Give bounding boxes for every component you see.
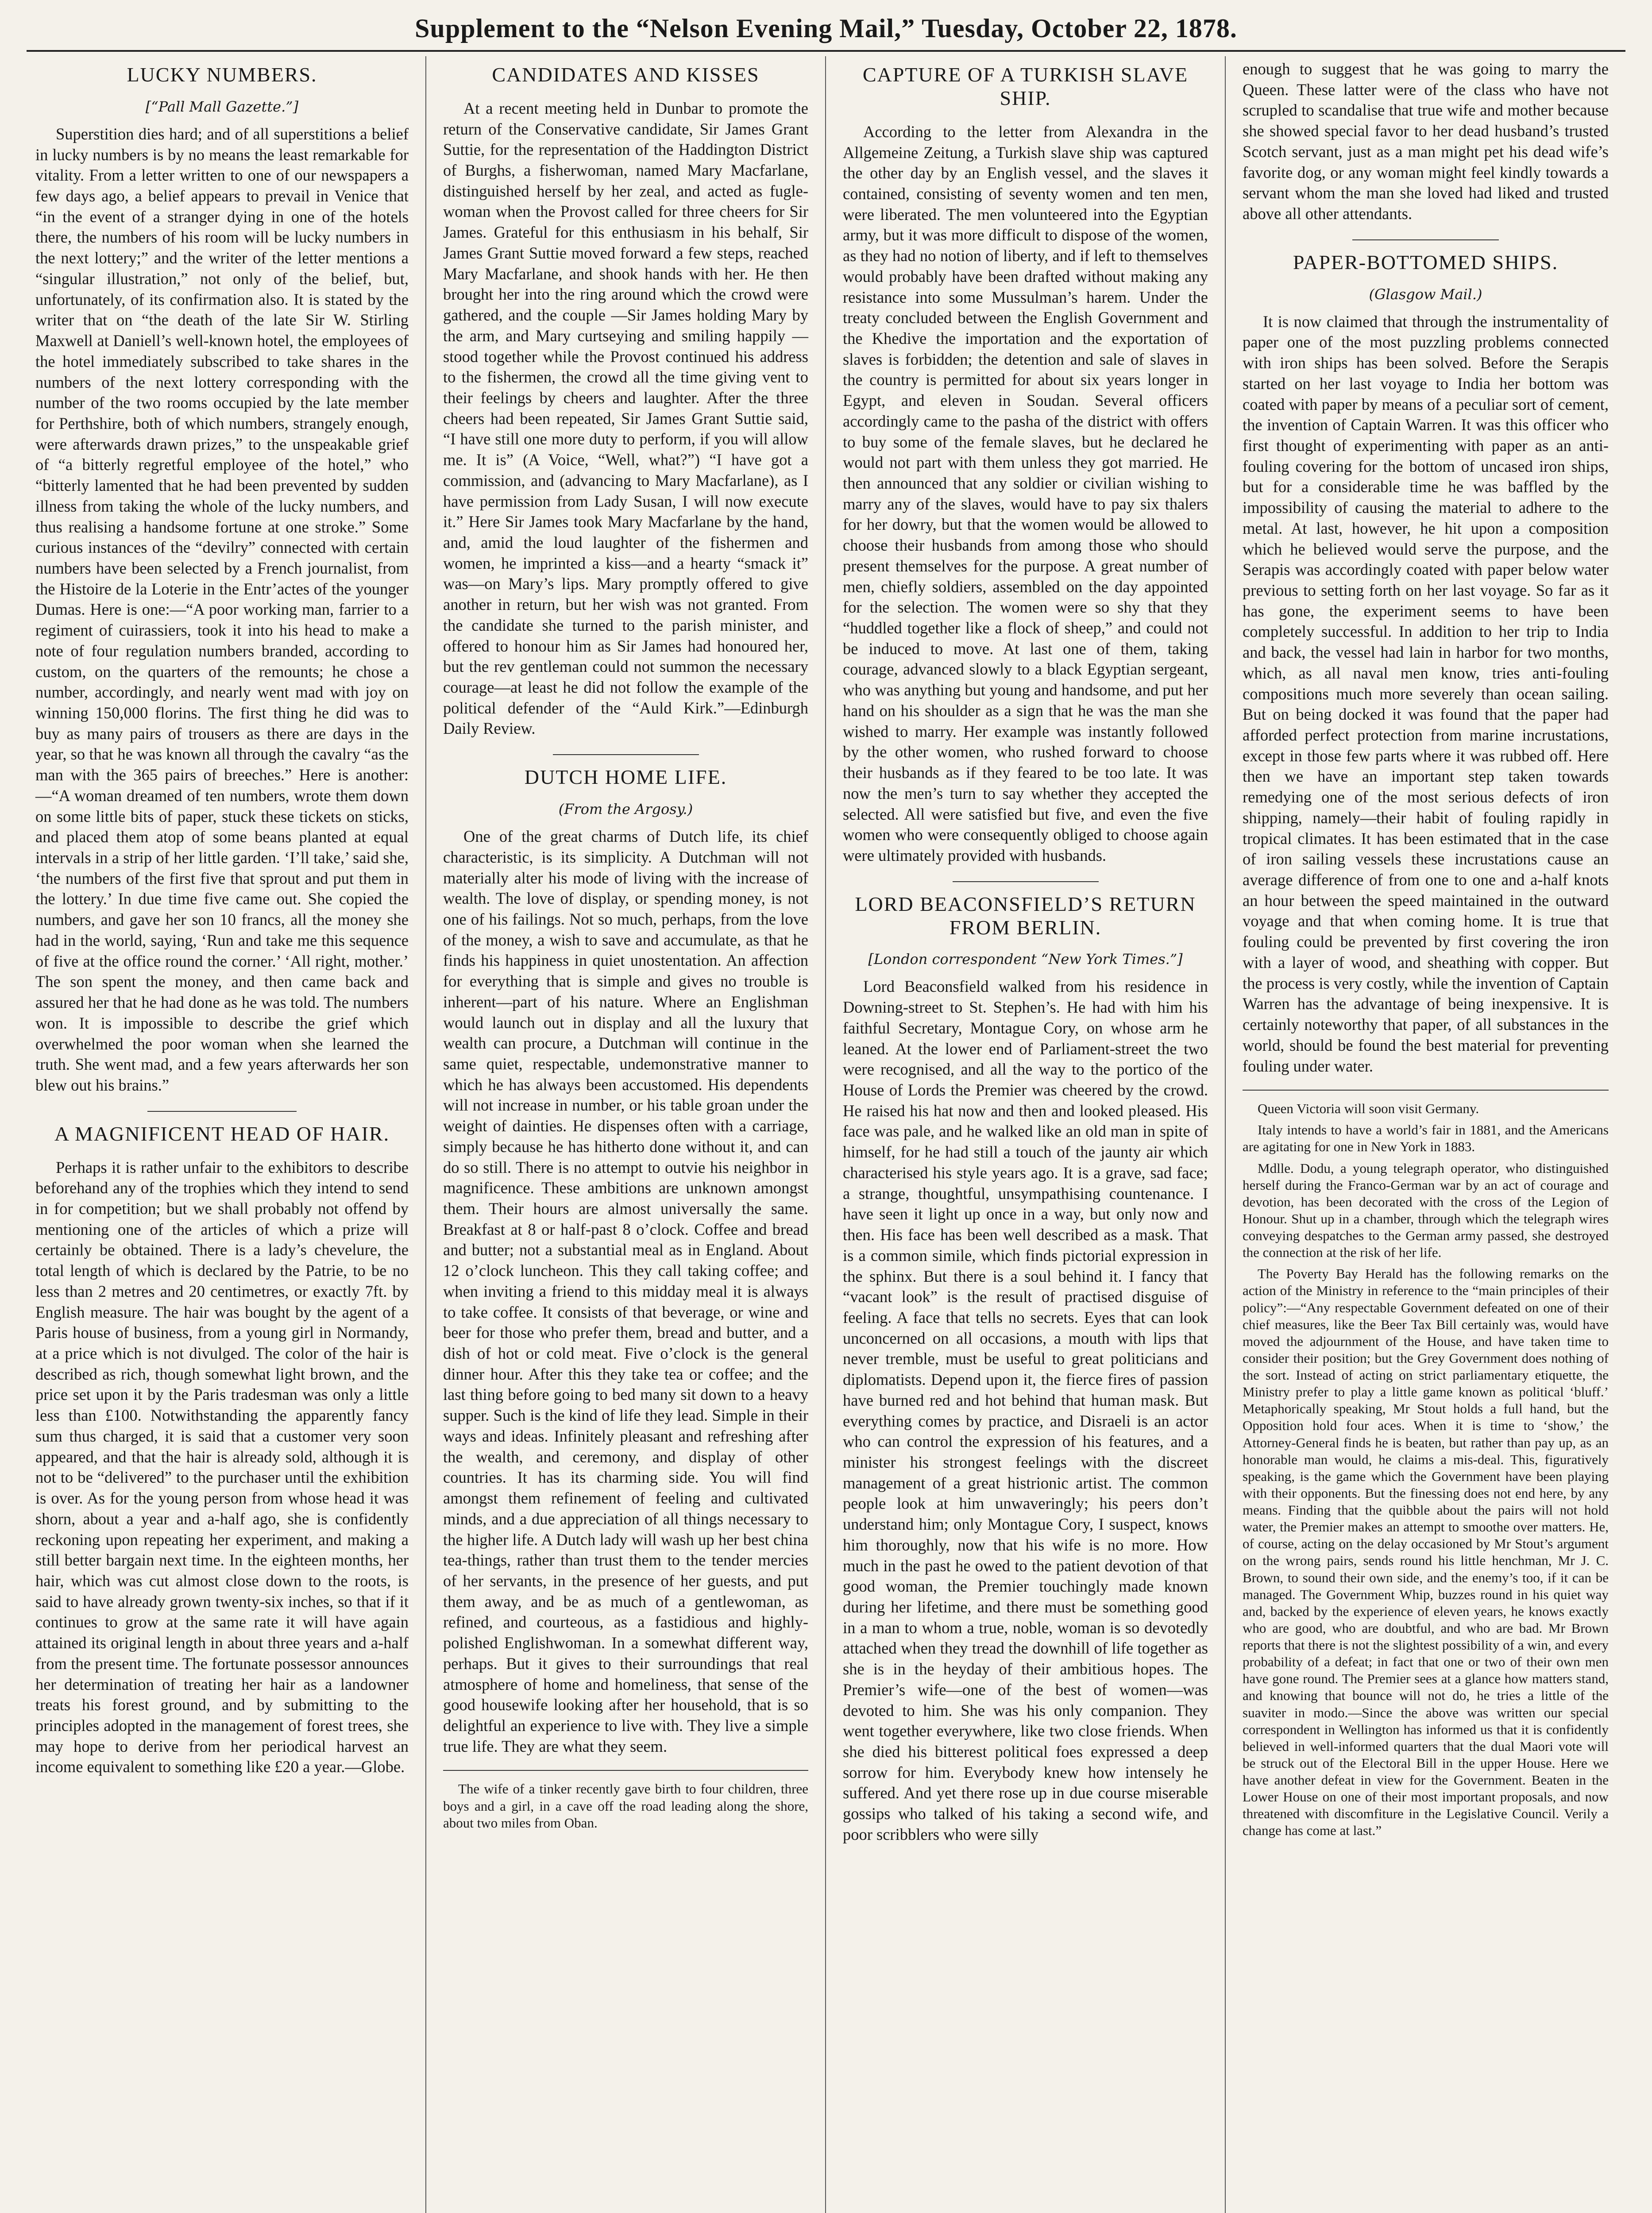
- article-body: Superstition dies hard; and of all superstitions a belief in lucky numbers is by no means the least remarkable for vitality. From a letter written to one of our newspapers a few days ago, a belief appears to prevail in Venice that “in the event of a stranger dying in one of the hotels there, the numbers of his room will be lucky numbers in the next lottery;” and the writer of the letter mentions a “singular illustration,” not only of the belief, but, unfortunately, of its confirmation also. It is stated by the writer that on “the death of the late Sir W. Stirling Maxwell at Daniell’s well-known hotel, the employees of the hotel immediately subscribed to take shares in the numbers of the next lottery corresponding with the number of the two rooms occupied by the late member for Perthshire, both of which numbers, strangely enough, were afterwards drawn prizes,” to the unspeakable grief of “a bitterly regretful employee of the hotel,” who “bitterly lamented that he had been prevented by sudden illness from taking the whole of the lucky numbers, and thus realising a handsome fortune at one stroke.” Some curious instances of the “devilry” connected with certain numbers have been selected by a French journalist, from the Histoire de la Loterie in the Entr’actes of the younger Dumas. Here is one:—“A poor working man, farrier to a regiment of cuirassiers, took it into his head to make a note of four regulation numbers branded, according to custom, on the quarters of the remounts; he chose a number, accordingly, and nearly went mad with joy on winning 150,000 florins. The first thing he did was to buy as many pairs of trousers as there are days in the year, so that he was known all through the cavalry “as the man with the 365 pairs of breeches.” Here is another:—“A woman dreamed of ten numbers, wrote them down on some little bits of paper, stuck these tickets on sticks, and placed them atop of some beans planted at equal intervals in a strip of her little garden. ‘I’ll take,’ said she, ‘the numbers of the first five that sprout and put them in the lottery.’ In due time five came out. She copied the numbers, and gave her son 10 francs, all the money she had in the world, saying, ‘Run and take me this sequence of five at the office round the corner.’ ‘All right, mother.’ The son spent the money, and then came back and assured her that he had done as he was told. The numbers won. It is impossible to describe the grief which overwhelmed the poor woman when she learned the truth. She went mad, and a few years afterwards her son blew out his brains.”: [35, 124, 409, 1094]
- article-title-paper-ships: PAPER-BOTTOMED SHIPS.: [1293, 251, 1559, 274]
- article-body: Perhaps it is rather unfair to the exhibitors to describe beforehand any of the trophies which they intend to send in for competition; but we shall probably not offend by mentioning one of the articles of which a prize will certainly be obtained. There is a lady’s chevelure, the total length of which is declared by the Patrie, to be no less than 2 metres and 20 centimetres, or exactly 7ft. by English measure. The hair was bought by the agent of a Paris house of business, from a young girl in Normandy, at a price which is not divulged. The color of the hair is described as rich, though somewhat light brown, and the price set upon it by the Paris tradesman was only a little less than £100. Notwithstanding the apparently fancy sum thus charged, it is said that a customer very soon appeared, and that the hair is already sold, although it is not to be “delivered” to the purchaser until the exhibition is over. As for the young person from whose head it was shorn, about a year and a-half ago, she is confidently reckoning upon repeating her experiment, and making a still better bargain next time. In the eighteen months, her hair, which was cut almost close down to the roots, is said to have already grown twenty-six inches, so that if it continues to grow at the same rate it will have again attained its original length in about three years and a-half from the present time. The fortunate possessor announces her determination of treating her hair as a landowner treats his forest ground, and by submitting to the principles adopted in the management of forest trees, she may hope to derive from her periodical harvest an income equivalent to something like £20 a year.—Globe.: [35, 1158, 409, 1776]
- article-continuation: enough to suggest that he was going to marry the Queen. These latter were of the class who have not scrupled to scandalise that true wife and mother because she showed special favor to her dead husband’s trusted Scotch servant, just as a man might pet his dead wife’s favorite dog, or any woman might feel kindly towards a servant whom the man she loved had liked and trusted above all other attendants.: [1243, 60, 1609, 223]
- news-item: Mdlle. Dodu, a young telegraph operator, who distinguished herself during the Franco-German war by an act of courage and devotion, has been decorated with the cross of the Legion of Honour. Shut up in a chamber, through which the telegraph wires conveying despatches to the German army passed, she destroyed the connection at the risk of her life.: [1243, 1160, 1609, 1261]
- divider: [553, 754, 699, 755]
- article-body: At a recent meeting held in Dunbar to promote the return of the Conservative candidate, Sir James Grant Suttie, for the representation of the Haddington District of Burghs, a fisherwoman, named Mary Macfarlane, distinguished herself by her zeal, and acted as fugle-woman when the Provost called for three cheers for Sir James. Grateful for this enthusiasm in his behalf, Sir James Grant Suttie moved forward a few steps, reached Mary Macfarlane, and shook hands with her. He then brought her into the ring around which the crowd were gathered, and the couple —Sir James holding Mary by the arm, and Mary curtseying and smiling happily — stood together while the Provost continued his address to the fishermen, the crowd all the time giving vent to their feelings by cheers and laughter. After the three cheers had been repeated, Sir James Grant Suttie said, “I have still one more duty to perform, if you will allow me. It is” (A Voice, “Well, what?”) “I have got a commission, and (advancing to Mary Macfarlane), as I have permission from Lady Susan, I will now execute it.” Here Sir James took Mary Macfarlane by the hand, and, amid the loud laughter of the fishermen and women, he imprinted a kiss—and a hearty “smack it” was—on Mary’s lips. Mary promptly offered to give another in return, but her wish was not granted. From the candidate she turned to the parish minister, and offered to honour him as Sir James had honoured her, but the rev gentleman could not summon the necessary courage—at least he did not follow the example of the political defender of the “Auld Kirk.”—Edinburgh Daily Review.: [443, 99, 808, 738]
- article-title-slave-ship: CAPTURE OF A TURKISH SLAVE SHIP.: [862, 63, 1189, 109]
- article-source: (From the Argosy.): [558, 801, 693, 818]
- divider: [1243, 1090, 1609, 1091]
- columns: [27, 56, 1625, 2213]
- article-body: Lord Beaconsfield walked from his residence in Downing-street to St. Stephen’s. He had with him his faithful Secretary, Montague Cory, on whose arm he leaned. At the lower end of Parliament-street the two were recognised, and all the way to the portico of the House of Lords the Premier was cheered by the crowd. He raised his hat now and then and looked pleased. His face was pale, and he walked like an old man in spite of himself, for he had still a touch of the jaunty air which characterised his style years ago. It is a grave, sad face; a strange, thoughtful, unsympathising countenance. I have seen it light up once in a way, but only now and then. His face has been well described as a mask. That is a common simile, which finds pictorial expression in the sphinx. But there is a soul behind it. I fancy that “vacant look” is the result of practised disguise of feeling. A face that tells no secrets. Eyes that can look unconcerned on all occasions, a mouth with lips that never tremble, must be useful to great politicians and diplomatists. Depend upon it, the fierce fires of passion have burned red and hot behind that human mask. But everything comes by practice, and Disraeli is an actor who can control the expression of his features, and a minister his strongest feelings with the discreet management of a great histrionic artist. The common people look at him unwaveringly; his peers don’t understand him; only Montague Cory, I suspect, knows him thoroughly, now that his wife is no more. How much in the past he owed to the patient devotion of that good woman, the Premier touchingly made known during her lifetime, and there must be something good in a man to whom a true, noble, woman is so devotedly attached when they tread the downhill of life together as she is in the heyday of their ambitious hopes. The Premier’s wife—one of the best of women—was devoted to him. She was his only companion. They went together everywhere, like two close friends. When she died his bitterest political foes expressed a deep sorrow for him. Everybody knew how intensely he suffered. And yet there rose up in due course miserable gossips who talked of his taking a second wife, and poor scribblers who were silly: [843, 977, 1208, 1843]
- column-4: [1226, 56, 1625, 2213]
- divider: [147, 1111, 297, 1112]
- article-title-beaconsfield: LORD BEACONSFIELD’S RETURN FROM BERLIN.: [855, 892, 1196, 939]
- article-title-dutch: DUTCH HOME LIFE.: [524, 766, 727, 789]
- masthead: Supplement to the “Nelson Evening Mail,” Tuesday, October 22, 1878.: [27, 13, 1625, 52]
- column-1: [27, 56, 426, 2213]
- news-item: The Poverty Bay Herald has the following remarks on the action of the Ministry in reference to the “main principles of their policy”:—“Any respectable Government defeated on one of their chief measures, like the Beer Tax Bill certainly was, would have moved the adjournment of the House, and have taken time to consider their position; but the Grey Government does nothing of the sort. Instead of acting on strict parliamentary etiquette, the Ministry prefer to play a little game known as political ‘bluff.’ Metaphorically speaking, Mr Stout holds a full hand, but the Opposition hold four aces. When it is time to ‘show,’ the Attorney-General finds he is beaten, but rather than pay up, as an honorable man would, he claims a mis-deal. This, figuratively speaking, is the game which the Government have been playing with their opponents. But the finessing does not end here, by any means. Finding that the quibble about the pairs will not hold water, the Premier makes an attempt to smoothe over matters. He, of course, acting on the delay occasioned by Mr Stout’s argument on the wrong pairs, sends round his little henchman, Mr J. C. Brown, to sound their own side, and the enemy’s too, if it can be managed. The Government Whip, buzzes round in his quiet way and, backed by the experience of eleven years, he knows exactly who are good, who are doubtful, and who are bad. Mr Brown reports that there is not the slightest possibility of a win, and every probability of a defeat; in fact that one or two of their own men have gone round. The Premier sees at a glance how matters stand, and knowing that bounce will not do, he tries a little of the suaviter in modo.—Since the above was written our special correspondent in Wellington has informed us that it is confidently believed in well-informed quarters that the dual Maori vote will be struck out of the Electoral Bill in the upper House. Here we have another defeat in view for the Government. Beaten in the Lower House on one of their most important proposals, and now threatened with discomfiture in the Legislative Council. Verily a change has come at last.”: [1243, 1266, 1609, 1839]
- news-item: The wife of a tinker recently gave birth to four children, three boys and a girl, in a cave off the road leading along the shore, about two miles from Oban.: [443, 1781, 808, 1831]
- column-2: [426, 56, 826, 2213]
- divider: [1352, 239, 1499, 240]
- article-source: (Glasgow Mail.): [1369, 285, 1482, 303]
- article-source: [London correspondent “New York Times.”]: [868, 951, 1183, 968]
- column-3: [826, 56, 1226, 2213]
- article-source: [“Pall Mall Gazette.”]: [145, 98, 299, 115]
- article-title-hair: A MAGNIFICENT HEAD OF HAIR.: [54, 1122, 390, 1145]
- divider: [953, 881, 1099, 882]
- news-item: Italy intends to have a world’s fair in 1881, and the Americans are agitating for one in New York in 1883.: [1243, 1122, 1609, 1155]
- article-title-kisses: CANDIDATES AND KISSES: [492, 63, 760, 86]
- article-body: According to the letter from Alexandra in the Allgemeine Zeitung, a Turkish slave ship was captured the other day by an English vessel, and the slaves it contained, consisting of seventy women and ten men, were liberated. The men volunteered into the Egyptian army, but it was more difficult to dispose of the women, as they had no notion of liberty, and if left to themselves would probably have been drafted without making any resistance into some Mussulman’s harem. Under the treaty concluded between the English Government and the Khedive the importation and the exportation of slaves is forbidden; the detention and sale of slaves in the country is permitted for about six years longer in Egypt, and eleven in Soudan. Several officers accordingly came to the pasha of the district with offers to buy some of the female slaves, but he declared he would not part with them unless they got married. He then announced that any soldier or civilian wishing to marry any of the slaves, would have to pay six thalers for her dowry, but that the women would be allowed to choose their husbands from among those who should present themselves for the purpose. A great number of men, chiefly soldiers, assembled on the day appointed for the selection. The women were so shy that they “huddled together like a flock of sheep,” and could not be induced to move. At last one of them, taking courage, advanced slowly to a black Egyptian sergeant, who was anything but young and handsome, and put her hand on his shoulder as a sign that he was the man she wished to marry. Her example was instantly followed by the other women, who rushed forward to choose their husbands as if they feared to be too late. It was now the men’s turn to say whether they accepted the selected. All were satisfied but five, and even the five women who were consequently obliged to choose again were ultimately provided with husbands.: [843, 122, 1208, 864]
- news-item: Queen Victoria will soon visit Germany.: [1258, 1101, 1479, 1117]
- article-body: It is now claimed that through the instrumentality of paper one of the most puzzling problems connected with iron ships has been solved. Before the Serapis started on her last voyage to India her bottom was coated with paper by means of a peculiar sort of cement, the invention of Captain Warren. It was this officer who first thought of experimenting with paper as an anti-fouling covering for the bottom of uncased iron ships, but for a considerable time he was baffled by the impossibility of causing the material to adhere to the metal. At last, however, he hit upon a composition which he believed would serve the purpose, and the Serapis was accordingly coated with paper below water previous to setting forth on her last voyage. So far as it has gone, the experiment seems to have been completely successful. In addition to her trip to India and back, the vessel had lain in harbor for two months, which, as all naval men know, tries anti-fouling compositions much more severely than ocean sailing. But on being docked it was found that the paper had afforded perfect protection from marine incrustations, except in those few parts where it was rubbed off. Here then we have an important step taken towards remedying one of the most serious defects of iron shipping, namely—their habit of fouling rapidly in tropical climates. It has been estimated that in the case of iron sailing vessels these incrustations cause an average difference of from one to one and a-half knots an hour between the speed maintained in the outward voyage and that when coming home. It is true that fouling could be prevented by first covering the iron with a layer of wood, and sheathing with copper. But the process is very costly, while the invention of Captain Warren has the advantage of being inexpensive. It is certainly noteworthy that paper, of all substances in the world, should be found the best material for preventing fouling under water.: [1243, 312, 1609, 1075]
- article-body: One of the great charms of Dutch life, its chief characteristic, is its simplicity. A Dutchman will not materially alter his mode of living with the increase of wealth. The love of display, or spending money, is not one of his failings. Not so much, perhaps, from the love of the money, a wish to save and accumulate, as that he finds his happiness in quiet unostentation. An affection for everything that is simple and gives no trouble is inherent—part of his nature. Where an Englishman would launch out in display and all the luxury that wealth can procure, a Dutchman will continue in the same quiet, respectable, undemonstrative manner to which he has always been accustomed. His dependents will not increase in number, or his table groan under the weight of dainties. He dispenses often with a carriage, simply because he has hitherto done without it, and can do so still. There is no attempt to outvie his neighbor in magnificence. These ambitions are unknown amongst them. Their hours are almost universally the same. Breakfast at 8 or half-past 8 o’clock. Coffee and bread and butter; not a substantial meal as in England. About 12 o’clock luncheon. This they call taking coffee; and when inviting a friend to this midday meal it is always to take coffee. It consists of that beverage, or wine and beer for those who prefer them, bread and butter, and a dish of hot or cold meat. Five o’clock is the general dinner hour. After this they take tea or coffee; and the last thing before going to bed many sit down to a heavy supper. Such is the kind of life they lead. Simple in their ways and ideas. Infinitely pleasant and refreshing after the wealth, and ceremony, and display of other countries. It has its charming side. You will find amongst them refinement of feeling and cultivated minds, and a due appreciation of all things necessary to the higher life. A Dutch lady will wash up her best china tea-things, rather than trust them to the tender mercies of her servants, in the presence of her guests, and put them away, and be as much of a gentlewoman, as refined, and courteous, as a fastidious and highly-polished Englishwoman. In a somewhat different way, perhaps. But it gives to their surroundings that real atmosphere of home and homeliness, that sense of the good housewife looking after her household, that is so delightful an experience to live with. They live a simple true life. They are what they seem.: [443, 827, 808, 1755]
- divider: [443, 1770, 808, 1771]
- article-title-lucky-numbers: LUCKY NUMBERS.: [127, 63, 317, 86]
